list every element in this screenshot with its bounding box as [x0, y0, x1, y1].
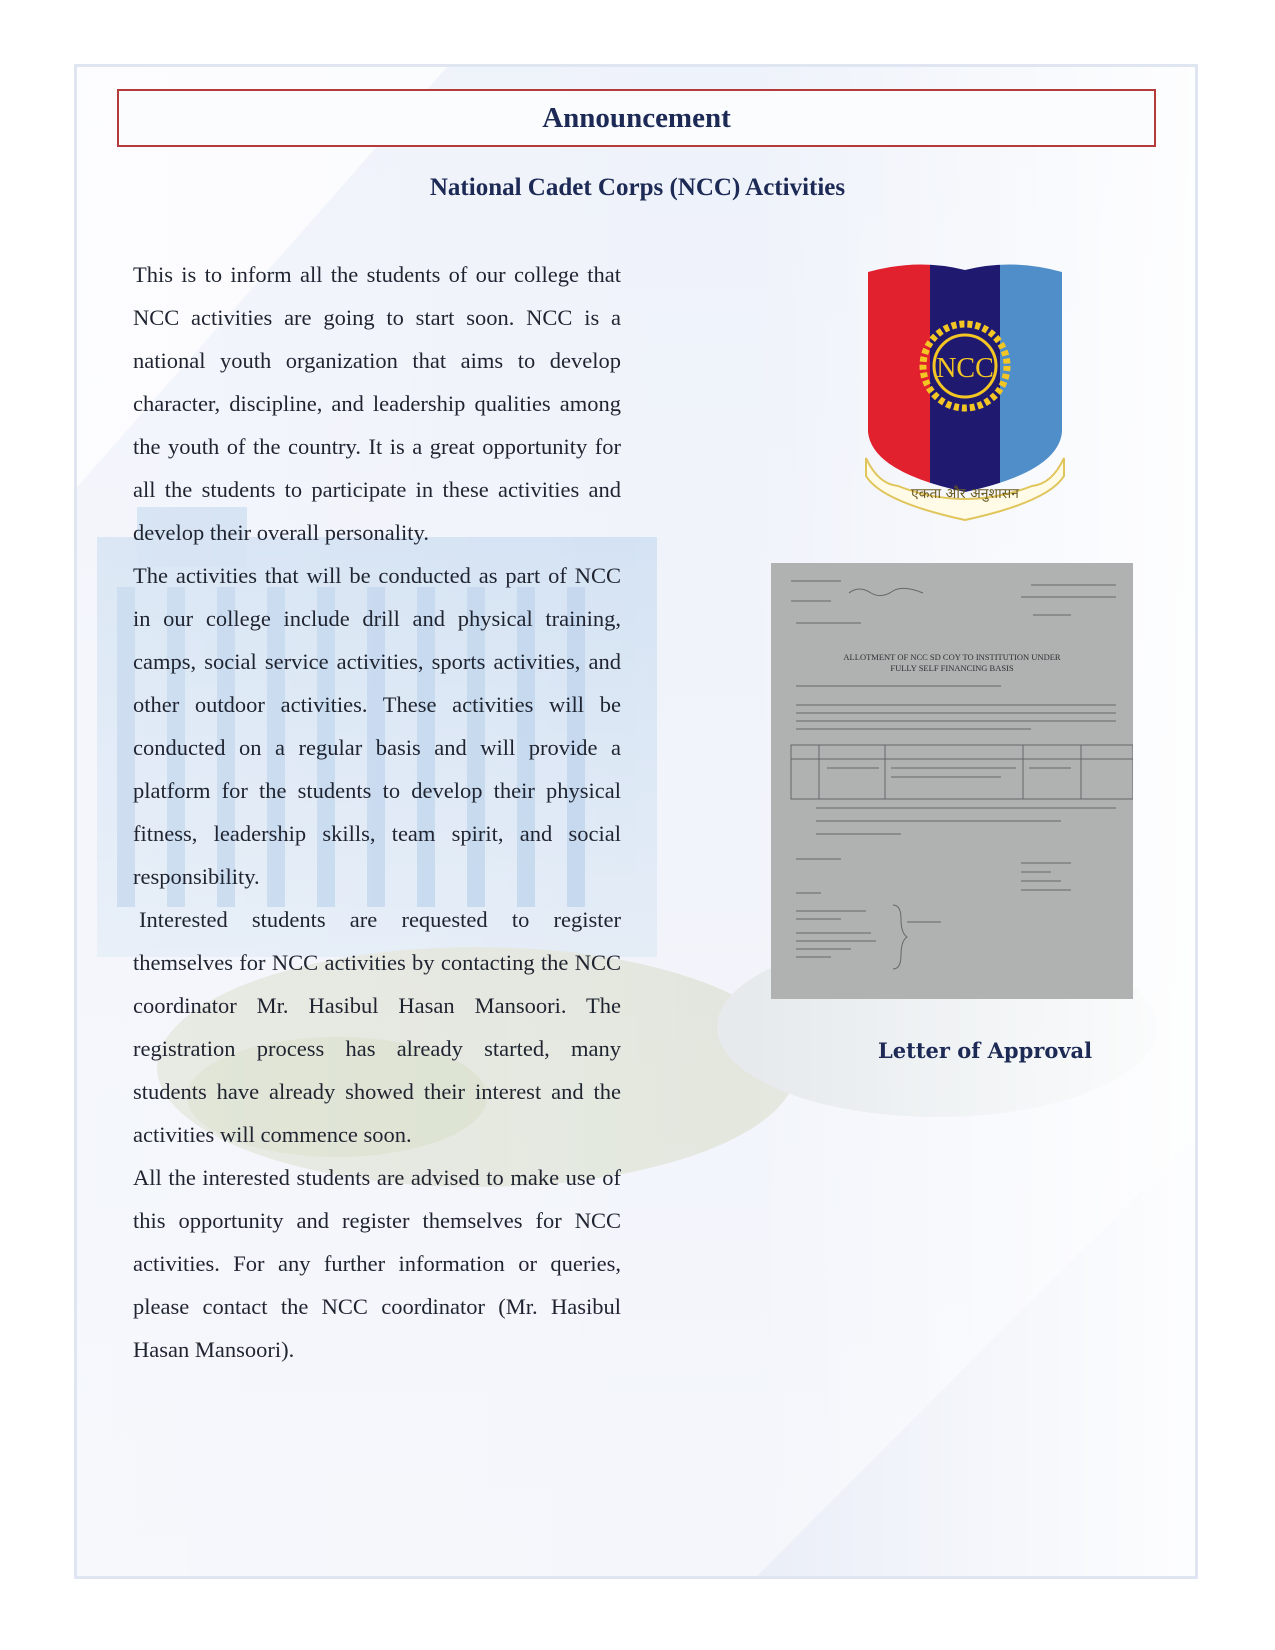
paragraph-activities: The activities that will be conducted as part of NCC in our college include drill and physical training, camps, social service activities, sports activities, and other outdoor activities. These activities will be conducted on a regular basis and will provide a platform for the students to develop their physical fitness, leadership skills, team spirit, and social responsibility. [133, 563, 621, 889]
motto-text: एकता और अनुशासन [911, 486, 1019, 502]
ncc-logo [858, 262, 1072, 524]
paragraph-contact: All the interested students are advised to make use of this opportunity and register themselves for NCC activities. For any further information or queries, please contact the NCC coordinator (Mr. Hasibul Hasan Mansoori). [133, 1165, 621, 1362]
paragraph-registration: Interested students are requested to register themselves for NCC activities by contacting the NCC coordinator Mr. Hasibul Hasan Mansoori. The registration process has already started, many students have already showed their interest and the activities will commence soon. [133, 907, 621, 1147]
letter-heading-2: FULLY SELF FINANCING BASIS [890, 663, 1014, 673]
paragraph-intro: This is to inform all the students of our college that NCC activities are going to start soon. NCC is a national youth organization that aims to develop character, discipline, and leadership qualities among the youth of the country. It is a great opportunity for all the students to participate in these activities and develop their overall personality. [133, 262, 621, 545]
letter-caption: Letter of Approval [878, 1038, 1093, 1063]
announcement-body [133, 253, 621, 1371]
approval-letter-image [771, 563, 1133, 999]
page-subtitle: National Cadet Corps (NCC) Activities [429, 174, 846, 201]
announcement-title: Announcement [542, 101, 731, 134]
emblem-text: NCC [936, 353, 994, 384]
announcement-title-box [117, 89, 1156, 147]
letter-heading-1: ALLOTMENT OF NCC SD COY TO INSTITUTION UNDER [843, 652, 1061, 662]
